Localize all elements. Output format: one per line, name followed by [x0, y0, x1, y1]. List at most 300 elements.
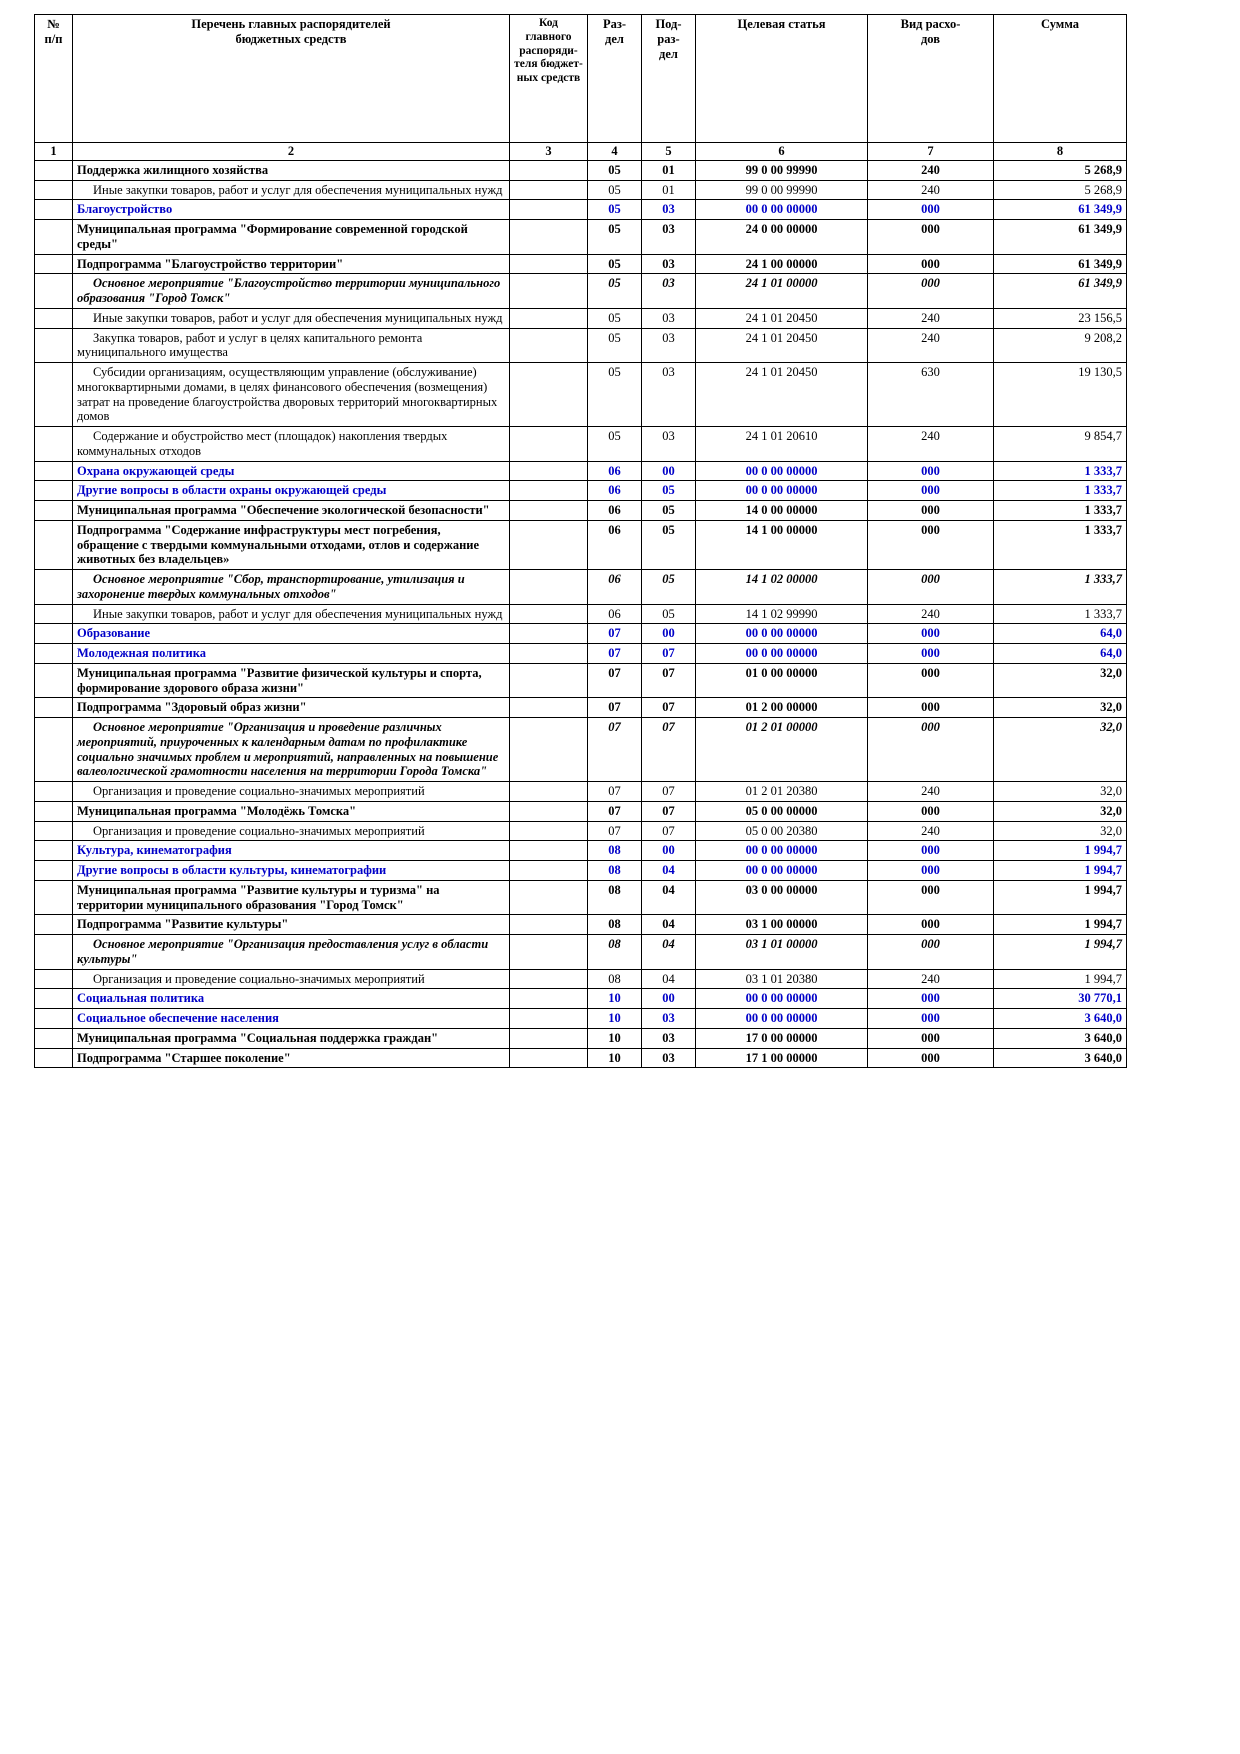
row-statya-cell: 24 0 00 00000 [696, 220, 868, 255]
row-number-cell [35, 160, 73, 180]
table-row [35, 604, 1127, 624]
row-code-cell [510, 180, 588, 200]
row-name-cell: Подпрограмма "Благоустройство территории" [73, 254, 510, 274]
row-summa-cell: 1 994,7 [994, 915, 1127, 935]
row-number-cell [35, 718, 73, 782]
row-statya-cell: 24 1 01 20450 [696, 308, 868, 328]
row-name-cell: Культура, кинематография [73, 841, 510, 861]
row-vid-cell: 000 [868, 935, 994, 970]
row-statya-cell: 00 0 00 00000 [696, 989, 868, 1009]
row-code-cell [510, 363, 588, 427]
row-number-cell [35, 200, 73, 220]
table-header [35, 15, 1127, 161]
header-podrazdel [642, 15, 696, 143]
row-vid-cell: 000 [868, 841, 994, 861]
row-vid-cell: 240 [868, 969, 994, 989]
colnum-4: 4 [588, 143, 642, 161]
row-number-cell [35, 570, 73, 605]
row-summa-cell: 1 994,7 [994, 841, 1127, 861]
row-name-cell: Иные закупки товаров, работ и услуг для обеспечения муниципальных нужд [73, 604, 510, 624]
row-name-cell: Другие вопросы в области охраны окружающей среды [73, 481, 510, 501]
row-vid-cell: 240 [868, 160, 994, 180]
row-summa-cell: 64,0 [994, 644, 1127, 664]
row-summa-cell: 32,0 [994, 821, 1127, 841]
row-vid-cell: 000 [868, 481, 994, 501]
row-summa-cell: 1 333,7 [994, 570, 1127, 605]
row-statya-cell: 00 0 00 00000 [696, 481, 868, 501]
row-razdel-cell: 05 [588, 254, 642, 274]
row-razdel-cell: 05 [588, 308, 642, 328]
row-summa-cell: 1 333,7 [994, 604, 1127, 624]
table-row [35, 915, 1127, 935]
row-razdel-cell: 05 [588, 200, 642, 220]
row-podrazdel-cell: 01 [642, 180, 696, 200]
row-name-cell: Другие вопросы в области культуры, кинематографии [73, 861, 510, 881]
table-row [35, 520, 1127, 569]
row-podrazdel-cell: 07 [642, 663, 696, 698]
row-name-cell: Организация и проведение социально-значимых мероприятий [73, 821, 510, 841]
row-code-cell [510, 1009, 588, 1029]
row-number-cell [35, 861, 73, 881]
row-number-cell [35, 180, 73, 200]
row-code-cell [510, 254, 588, 274]
row-razdel-cell: 06 [588, 461, 642, 481]
row-summa-cell: 3 640,0 [994, 1028, 1127, 1048]
row-razdel-cell: 07 [588, 663, 642, 698]
row-razdel-cell: 05 [588, 274, 642, 309]
row-summa-cell: 32,0 [994, 698, 1127, 718]
row-razdel-cell: 06 [588, 481, 642, 501]
row-summa-cell: 61 349,9 [994, 220, 1127, 255]
table-row [35, 880, 1127, 915]
row-number-cell [35, 801, 73, 821]
row-razdel-cell: 08 [588, 880, 642, 915]
row-code-cell [510, 935, 588, 970]
row-name-cell: Закупка товаров, работ и услуг в целях капитального ремонта муниципального имущества [73, 328, 510, 363]
colnum-2: 2 [73, 143, 510, 161]
row-code-cell [510, 570, 588, 605]
row-statya-cell: 01 2 00 00000 [696, 698, 868, 718]
colnum-6: 6 [696, 143, 868, 161]
row-code-cell [510, 520, 588, 569]
table-body [35, 160, 1127, 1068]
row-razdel-cell: 05 [588, 328, 642, 363]
row-number-cell [35, 915, 73, 935]
row-razdel-cell: 10 [588, 1009, 642, 1029]
header-num-line1: № [47, 17, 60, 31]
table-row [35, 254, 1127, 274]
row-vid-cell: 000 [868, 1028, 994, 1048]
table-row [35, 644, 1127, 664]
row-statya-cell: 00 0 00 00000 [696, 644, 868, 664]
row-podrazdel-cell: 03 [642, 363, 696, 427]
row-name-cell: Охрана окружающей среды [73, 461, 510, 481]
row-podrazdel-cell: 03 [642, 328, 696, 363]
row-razdel-cell: 06 [588, 501, 642, 521]
row-name-cell: Поддержка жилищного хозяйства [73, 160, 510, 180]
row-vid-cell: 240 [868, 782, 994, 802]
row-name-cell: Муниципальная программа "Обеспечение экологической безопасности" [73, 501, 510, 521]
table-row [35, 160, 1127, 180]
row-razdel-cell: 07 [588, 782, 642, 802]
row-summa-cell: 1 994,7 [994, 969, 1127, 989]
header-name [73, 15, 510, 143]
header-razdel [588, 15, 642, 143]
row-podrazdel-cell: 07 [642, 782, 696, 802]
row-podrazdel-cell: 03 [642, 1028, 696, 1048]
row-summa-cell: 61 349,9 [994, 254, 1127, 274]
row-name-cell: Муниципальная программа "Развитие физической культуры и спорта, формирование здорового образа жизни" [73, 663, 510, 698]
row-razdel-cell: 10 [588, 989, 642, 1009]
row-statya-cell: 01 2 01 00000 [696, 718, 868, 782]
row-podrazdel-cell: 07 [642, 801, 696, 821]
row-podrazdel-cell: 04 [642, 935, 696, 970]
row-number-cell [35, 698, 73, 718]
table-row [35, 861, 1127, 881]
row-podrazdel-cell: 05 [642, 570, 696, 605]
row-code-cell [510, 604, 588, 624]
row-name-cell: Иные закупки товаров, работ и услуг для обеспечения муниципальных нужд [73, 308, 510, 328]
row-statya-cell: 14 0 00 00000 [696, 501, 868, 521]
row-razdel-cell: 05 [588, 363, 642, 427]
row-name-cell: Основное мероприятие "Организация предоставления услуг в области культуры" [73, 935, 510, 970]
header-podrazdel-line1: Под- [655, 17, 682, 31]
row-name-cell: Образование [73, 624, 510, 644]
row-statya-cell: 03 1 01 20380 [696, 969, 868, 989]
row-statya-cell: 00 0 00 00000 [696, 200, 868, 220]
table-row [35, 328, 1127, 363]
row-statya-cell: 00 0 00 00000 [696, 1009, 868, 1029]
row-vid-cell: 240 [868, 427, 994, 462]
header-podrazdel-line2: раз- [657, 31, 680, 46]
row-razdel-cell: 07 [588, 624, 642, 644]
row-statya-cell: 14 1 00 00000 [696, 520, 868, 569]
header-vid-line1: Вид расхо- [900, 17, 961, 31]
row-name-cell: Муниципальная программа "Молодёжь Томска" [73, 801, 510, 821]
row-podrazdel-cell: 04 [642, 880, 696, 915]
row-podrazdel-cell: 07 [642, 698, 696, 718]
header-vid [868, 15, 994, 143]
row-summa-cell: 5 268,9 [994, 180, 1127, 200]
row-number-cell [35, 363, 73, 427]
row-podrazdel-cell: 03 [642, 1009, 696, 1029]
row-vid-cell: 630 [868, 363, 994, 427]
row-code-cell [510, 1048, 588, 1068]
table-row [35, 624, 1127, 644]
row-code-cell [510, 1028, 588, 1048]
column-number-row [35, 143, 1127, 161]
colnum-7: 7 [868, 143, 994, 161]
row-statya-cell: 03 1 01 00000 [696, 935, 868, 970]
row-code-cell [510, 718, 588, 782]
row-podrazdel-cell: 04 [642, 915, 696, 935]
row-vid-cell: 000 [868, 718, 994, 782]
row-summa-cell: 5 268,9 [994, 160, 1127, 180]
row-summa-cell: 30 770,1 [994, 989, 1127, 1009]
row-summa-cell: 61 349,9 [994, 274, 1127, 309]
row-podrazdel-cell: 00 [642, 461, 696, 481]
row-number-cell [35, 1028, 73, 1048]
table-row [35, 427, 1127, 462]
row-vid-cell: 240 [868, 308, 994, 328]
row-vid-cell: 000 [868, 880, 994, 915]
row-podrazdel-cell: 01 [642, 160, 696, 180]
table-row [35, 718, 1127, 782]
colnum-8: 8 [994, 143, 1127, 161]
row-vid-cell: 000 [868, 220, 994, 255]
row-podrazdel-cell: 05 [642, 520, 696, 569]
table-row [35, 200, 1127, 220]
row-razdel-cell: 07 [588, 821, 642, 841]
table-row [35, 969, 1127, 989]
row-podrazdel-cell: 05 [642, 501, 696, 521]
row-razdel-cell: 08 [588, 969, 642, 989]
row-vid-cell: 000 [868, 698, 994, 718]
row-razdel-cell: 08 [588, 841, 642, 861]
row-number-cell [35, 644, 73, 664]
row-name-cell: Муниципальная программа "Развитие культуры и туризма" на территории муниципального образования "Город Томск" [73, 880, 510, 915]
row-statya-cell: 24 1 01 20450 [696, 328, 868, 363]
header-code-line2: главного [525, 30, 572, 43]
row-code-cell [510, 220, 588, 255]
row-razdel-cell: 08 [588, 915, 642, 935]
colnum-5: 5 [642, 143, 696, 161]
row-code-cell [510, 989, 588, 1009]
row-vid-cell: 000 [868, 200, 994, 220]
row-razdel-cell: 05 [588, 160, 642, 180]
row-number-cell [35, 308, 73, 328]
row-podrazdel-cell: 05 [642, 481, 696, 501]
row-code-cell [510, 274, 588, 309]
header-name-line2: бюджетных средств [235, 31, 347, 46]
row-summa-cell: 1 333,7 [994, 520, 1127, 569]
row-vid-cell: 000 [868, 254, 994, 274]
row-number-cell [35, 841, 73, 861]
row-name-cell: Подпрограмма "Здоровый образ жизни" [73, 698, 510, 718]
table-row [35, 801, 1127, 821]
row-code-cell [510, 160, 588, 180]
row-code-cell [510, 861, 588, 881]
row-statya-cell: 00 0 00 00000 [696, 841, 868, 861]
header-code-line3: распоряди- [519, 44, 578, 57]
row-summa-cell: 1 333,7 [994, 461, 1127, 481]
row-statya-cell: 24 1 01 20450 [696, 363, 868, 427]
header-code-line5: ных средств [516, 72, 581, 85]
colnum-1: 1 [35, 143, 73, 161]
table-row [35, 274, 1127, 309]
row-number-cell [35, 461, 73, 481]
table-row [35, 501, 1127, 521]
table-row [35, 1048, 1127, 1068]
row-statya-cell: 00 0 00 00000 [696, 861, 868, 881]
row-name-cell: Основное мероприятие "Благоустройство территории муниципального образования "Город Томск" [73, 274, 510, 309]
row-summa-cell: 23 156,5 [994, 308, 1127, 328]
row-vid-cell: 000 [868, 1048, 994, 1068]
row-code-cell [510, 841, 588, 861]
row-name-cell: Подпрограмма "Содержание инфраструктуры мест погребения, обращение с твердыми коммунальными отходами, отлов и содержание животных без владельцев» [73, 520, 510, 569]
table-row [35, 461, 1127, 481]
row-summa-cell: 9 208,2 [994, 328, 1127, 363]
header-podrazdel-line3: дел [659, 46, 678, 61]
header-razdel-line1: Раз- [602, 17, 627, 31]
row-razdel-cell: 05 [588, 220, 642, 255]
row-vid-cell: 000 [868, 624, 994, 644]
row-statya-cell: 00 0 00 00000 [696, 461, 868, 481]
row-code-cell [510, 698, 588, 718]
row-number-cell [35, 821, 73, 841]
row-name-cell: Иные закупки товаров, работ и услуг для обеспечения муниципальных нужд [73, 180, 510, 200]
row-podrazdel-cell: 07 [642, 644, 696, 664]
row-summa-cell: 64,0 [994, 624, 1127, 644]
header-code-line1: Код [538, 17, 558, 29]
row-name-cell: Субсидии организациям, осуществляющим управление (обслуживание) многоквартирными домами, в целях финансового обеспечения (возмещения) затрат на проведение благоустройства дворовых территорий многоквартирных домов [73, 363, 510, 427]
row-name-cell: Организация и проведение социально-значимых мероприятий [73, 969, 510, 989]
row-name-cell: Содержание и обустройство мест (площадок) накопления твердых коммунальных отходов [73, 427, 510, 462]
row-podrazdel-cell: 00 [642, 841, 696, 861]
row-razdel-cell: 10 [588, 1028, 642, 1048]
row-podrazdel-cell: 00 [642, 624, 696, 644]
row-vid-cell: 000 [868, 644, 994, 664]
row-razdel-cell: 10 [588, 1048, 642, 1068]
header-num [35, 15, 73, 143]
row-statya-cell: 99 0 00 99990 [696, 160, 868, 180]
row-code-cell [510, 200, 588, 220]
row-summa-cell: 32,0 [994, 663, 1127, 698]
header-num-line2: п/п [44, 31, 63, 46]
row-statya-cell: 14 1 02 00000 [696, 570, 868, 605]
row-podrazdel-cell: 07 [642, 718, 696, 782]
table-row [35, 570, 1127, 605]
row-statya-cell: 01 2 01 20380 [696, 782, 868, 802]
row-podrazdel-cell: 03 [642, 274, 696, 309]
row-summa-cell: 1 994,7 [994, 880, 1127, 915]
row-razdel-cell: 06 [588, 520, 642, 569]
row-statya-cell: 03 0 00 00000 [696, 880, 868, 915]
row-vid-cell: 240 [868, 180, 994, 200]
row-statya-cell: 05 0 00 00000 [696, 801, 868, 821]
row-razdel-cell: 07 [588, 718, 642, 782]
row-code-cell [510, 328, 588, 363]
row-vid-cell: 000 [868, 461, 994, 481]
row-code-cell [510, 501, 588, 521]
row-summa-cell: 9 854,7 [994, 427, 1127, 462]
table-row [35, 782, 1127, 802]
row-summa-cell: 1 333,7 [994, 501, 1127, 521]
table-row [35, 698, 1127, 718]
row-statya-cell: 14 1 02 99990 [696, 604, 868, 624]
row-summa-cell: 3 640,0 [994, 1009, 1127, 1029]
row-vid-cell: 000 [868, 570, 994, 605]
row-razdel-cell: 07 [588, 698, 642, 718]
row-name-cell: Основное мероприятие "Сбор, транспортирование, утилизация и захоронение твердых коммунальных отходов" [73, 570, 510, 605]
row-razdel-cell: 08 [588, 861, 642, 881]
row-razdel-cell: 05 [588, 180, 642, 200]
row-number-cell [35, 427, 73, 462]
row-code-cell [510, 782, 588, 802]
row-number-cell [35, 481, 73, 501]
row-name-cell: Молодежная политика [73, 644, 510, 664]
row-summa-cell: 32,0 [994, 718, 1127, 782]
row-vid-cell: 000 [868, 501, 994, 521]
row-summa-cell: 19 130,5 [994, 363, 1127, 427]
table-row [35, 180, 1127, 200]
row-statya-cell: 03 1 00 00000 [696, 915, 868, 935]
header-razdel-line2: дел [605, 31, 624, 46]
row-number-cell [35, 520, 73, 569]
row-name-cell: Муниципальная программа "Формирование современной городской среды" [73, 220, 510, 255]
row-number-cell [35, 274, 73, 309]
row-statya-cell: 99 0 00 99990 [696, 180, 868, 200]
row-number-cell [35, 1048, 73, 1068]
row-vid-cell: 000 [868, 274, 994, 309]
row-number-cell [35, 254, 73, 274]
header-code [510, 15, 588, 143]
row-podrazdel-cell: 04 [642, 969, 696, 989]
row-vid-cell: 240 [868, 328, 994, 363]
row-statya-cell: 01 0 00 00000 [696, 663, 868, 698]
row-podrazdel-cell: 03 [642, 200, 696, 220]
row-podrazdel-cell: 05 [642, 604, 696, 624]
row-number-cell [35, 1009, 73, 1029]
row-code-cell [510, 663, 588, 698]
row-statya-cell: 05 0 00 20380 [696, 821, 868, 841]
row-statya-cell: 24 1 00 00000 [696, 254, 868, 274]
row-summa-cell: 1 994,7 [994, 861, 1127, 881]
header-name-line1: Перечень главных распорядителей [191, 17, 391, 31]
row-statya-cell: 17 0 00 00000 [696, 1028, 868, 1048]
table-row [35, 821, 1127, 841]
row-statya-cell: 24 1 01 20610 [696, 427, 868, 462]
row-name-cell: Подпрограмма "Развитие культуры" [73, 915, 510, 935]
row-code-cell [510, 821, 588, 841]
row-code-cell [510, 624, 588, 644]
table-row [35, 989, 1127, 1009]
row-summa-cell: 32,0 [994, 801, 1127, 821]
budget-table [34, 14, 1127, 1068]
row-podrazdel-cell: 03 [642, 220, 696, 255]
row-razdel-cell: 05 [588, 427, 642, 462]
row-number-cell [35, 969, 73, 989]
row-summa-cell: 1 333,7 [994, 481, 1127, 501]
row-number-cell [35, 328, 73, 363]
row-code-cell [510, 801, 588, 821]
table-row [35, 220, 1127, 255]
row-code-cell [510, 880, 588, 915]
row-number-cell [35, 663, 73, 698]
table-row [35, 841, 1127, 861]
row-vid-cell: 000 [868, 520, 994, 569]
row-name-cell: Основное мероприятие "Организация и проведение различных мероприятий, приуроченных к календарным датам по профилактике социально значимых проблем и мероприятий, направленных на повышение валеологической грамотности населения на территории Города Томска" [73, 718, 510, 782]
row-podrazdel-cell: 00 [642, 989, 696, 1009]
row-code-cell [510, 308, 588, 328]
row-razdel-cell: 07 [588, 801, 642, 821]
row-code-cell [510, 644, 588, 664]
row-podrazdel-cell: 03 [642, 308, 696, 328]
row-number-cell [35, 624, 73, 644]
row-statya-cell: 00 0 00 00000 [696, 624, 868, 644]
table-row [35, 363, 1127, 427]
row-vid-cell: 000 [868, 861, 994, 881]
row-razdel-cell: 07 [588, 644, 642, 664]
row-name-cell: Муниципальная программа "Социальная поддержка граждан" [73, 1028, 510, 1048]
row-vid-cell: 000 [868, 663, 994, 698]
colnum-3: 3 [510, 143, 588, 161]
table-row [35, 308, 1127, 328]
row-code-cell [510, 427, 588, 462]
header-summa: Сумма [994, 15, 1127, 143]
row-statya-cell: 17 1 00 00000 [696, 1048, 868, 1068]
row-number-cell [35, 989, 73, 1009]
